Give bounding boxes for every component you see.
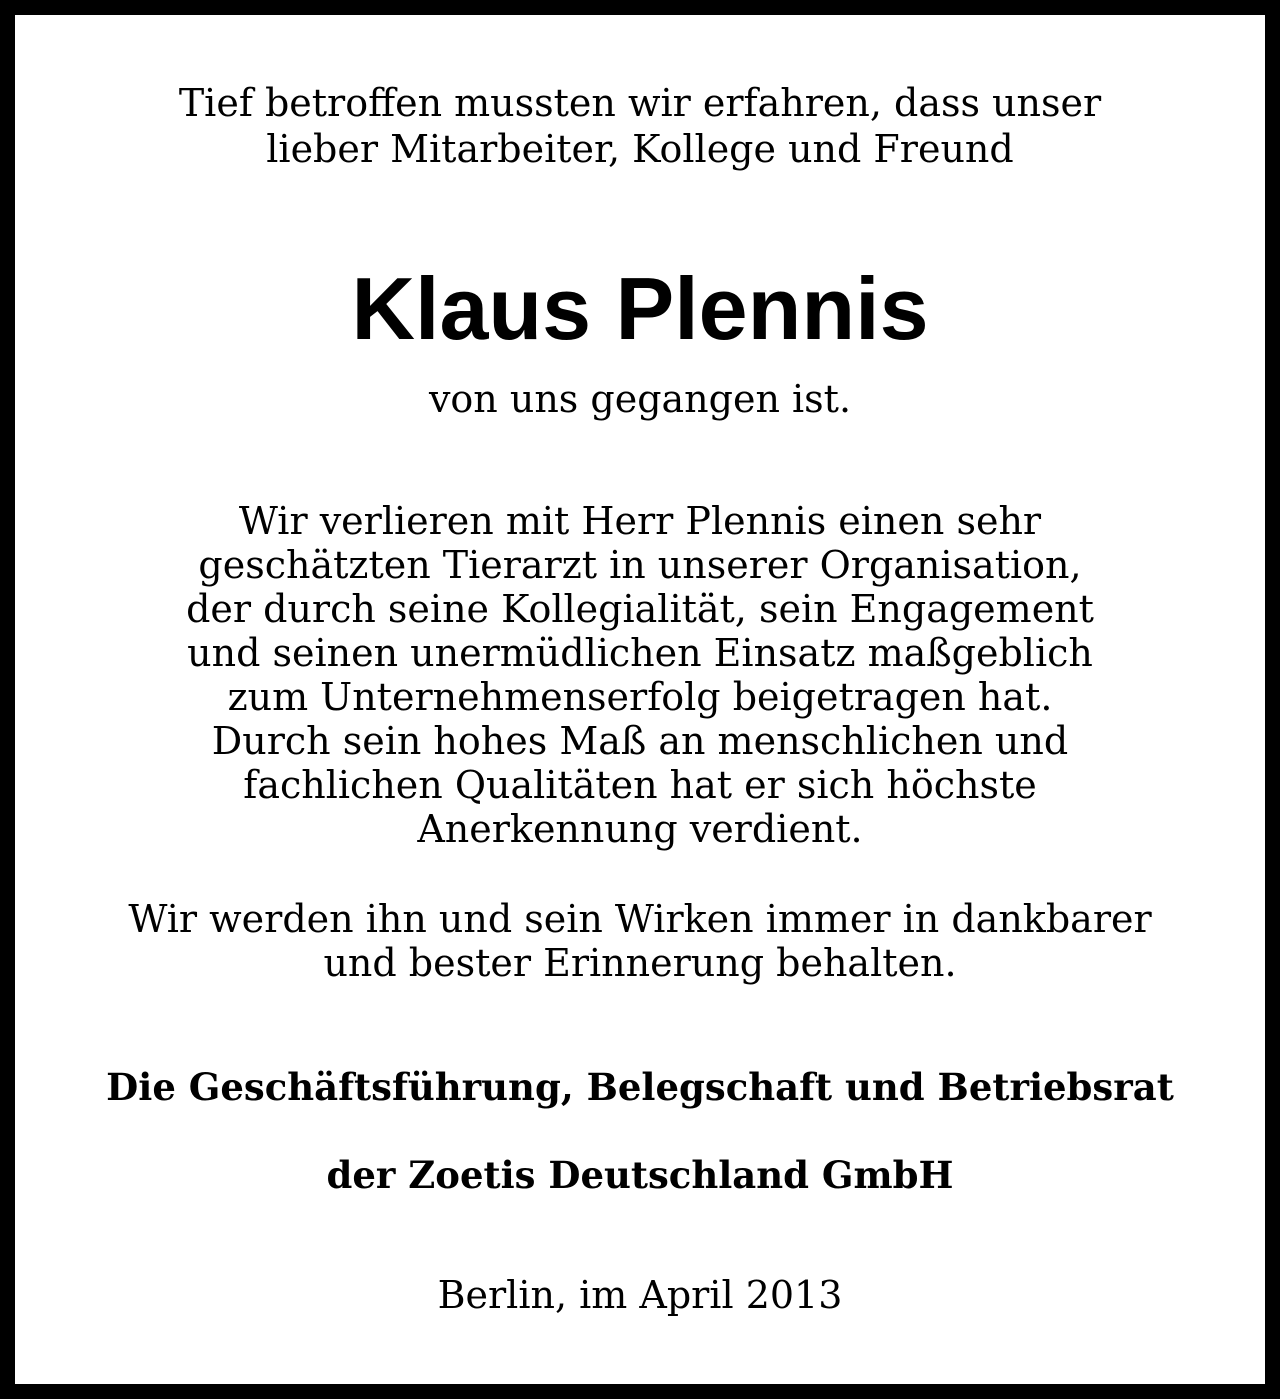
deceased-name: Klaus Plennis bbox=[351, 259, 929, 358]
paragraph-line: Durch sein hohes Maß an menschlichen und bbox=[211, 719, 1069, 763]
paragraph-line: und bester Erinnerung behalten. bbox=[323, 941, 957, 985]
intro-line: Tief betroffen mussten wir erfahren, dass unser bbox=[178, 81, 1102, 125]
paragraph-line: Wir verlieren mit Herr Plennis einen sehr bbox=[238, 499, 1042, 543]
paragraph-line: und seinen unermüdlichen Einsatz maßgeblich bbox=[187, 631, 1093, 675]
signature-line: Die Geschäftsführung, Belegschaft und Betriebsrat bbox=[106, 1065, 1174, 1109]
paragraph-line: Anerkennung verdient. bbox=[417, 807, 863, 851]
paragraph-line: zum Unternehmenserfolg beigetragen hat. bbox=[227, 675, 1053, 719]
obituary-notice bbox=[15, 15, 1265, 1384]
intro-line: lieber Mitarbeiter, Kollege und Freund bbox=[266, 127, 1014, 171]
place-date: Berlin, im April 2013 bbox=[437, 1273, 843, 1317]
paragraph-line: Wir werden ihn und sein Wirken immer in dankbarer bbox=[128, 897, 1152, 941]
paragraph-line: fachlichen Qualitäten hat er sich höchste bbox=[243, 763, 1037, 807]
paragraph-line: der durch seine Kollegialität, sein Engagement bbox=[186, 587, 1094, 631]
company-name: der Zoetis Deutschland GmbH bbox=[326, 1153, 954, 1197]
after-name-text: von uns gegangen ist. bbox=[428, 377, 852, 421]
paragraph-line: geschätzten Tierarzt in unserer Organisation, bbox=[198, 543, 1082, 587]
